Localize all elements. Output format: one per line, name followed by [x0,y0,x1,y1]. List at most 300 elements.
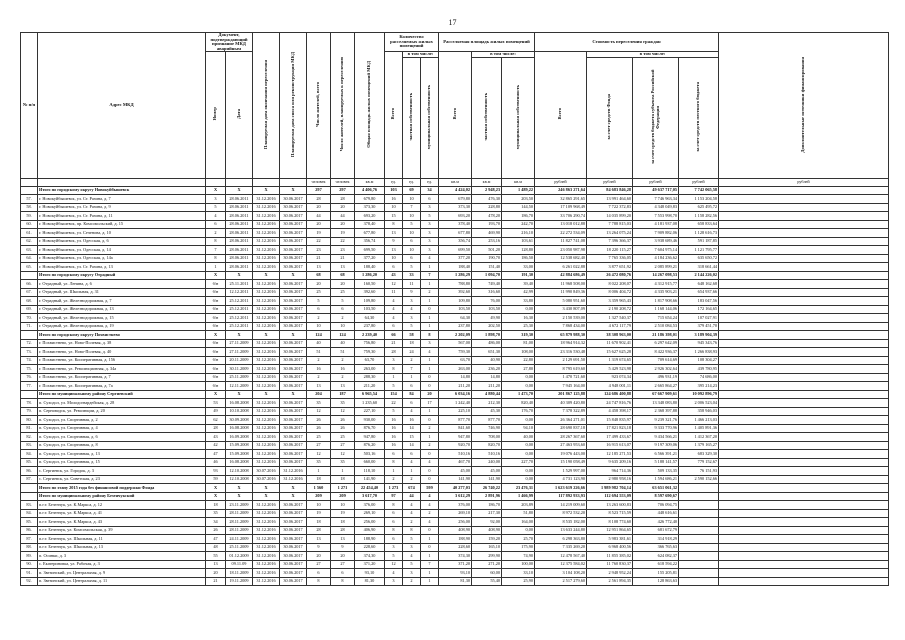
table-cell: 31.12.2016 [253,280,280,289]
table-cell [719,569,889,578]
unit-cell: рублей [633,178,679,186]
table-cell: 679,80 [355,195,385,204]
table-cell: 4 [421,501,439,510]
table-cell: 2 085 899,21 [633,263,679,272]
table-cell: 947,80 [355,433,385,442]
table-cell: 35 [206,509,226,518]
table-cell: 8 [403,526,421,535]
table-cell: 15 627 625,28 [587,348,633,357]
subtotal-row [21,492,889,501]
table-cell: 12.10.2008 [226,475,253,484]
table-cell: 186,70 [502,212,535,221]
table-cell: 12 [331,450,355,459]
table-cell: 4 [403,509,421,518]
table-cell: 55 [206,552,226,561]
table-cell [719,212,889,221]
table-cell: 28 [385,348,403,357]
table-cell: 8 972 532,20 [535,509,587,518]
table-cell: б/н [206,356,226,365]
table-cell [719,365,889,374]
table-cell: 24 [403,348,421,357]
table-cell: 4 [421,492,439,501]
table-cell: 31.12.2016 [280,467,307,476]
table-cell: 15 848 835,97 [587,416,633,425]
table-cell: 467,70 [439,458,472,467]
table-cell: 377,20 [439,254,472,263]
table-row [21,416,889,425]
table-cell: 509 133,35 [633,467,679,476]
table-cell: 8 [307,577,331,586]
table-cell: 1 [421,322,439,331]
unit-cell: ед. [421,178,439,186]
table-cell: 4 [403,305,421,314]
table-cell: 1 489,22 [502,186,535,195]
table-cell: 6 [421,195,439,204]
table-cell: 1 [307,467,331,476]
table-cell: 378,40 [355,220,385,229]
table-cell: 201 867 125,88 [535,390,587,399]
table-cell: 1 128 616,73 [679,229,719,238]
address-cell: г. Отрадный, ул. Железнодорожная, д. 13 [38,305,206,314]
table-cell: 651,30 [472,348,502,357]
subtotal-row [21,390,889,399]
table-cell: X [280,492,307,501]
table-cell: 6 [403,450,421,459]
table-cell: 319,30 [502,331,535,340]
table-cell: 103,50 [439,305,472,314]
col-planned-residents: Число жителей, планируемых к переселению [331,33,355,179]
table-cell: 679,80 [439,195,472,204]
table-cell: 2 [331,356,355,365]
table-cell: 20 [307,220,331,229]
table-cell: 1 [385,467,403,476]
table-cell: 40,90 [472,356,502,365]
table-cell: X [226,484,253,493]
table-cell: 16 915 613,07 [587,441,633,450]
table-cell: 31.12.2016 [253,535,280,544]
table-row [21,212,889,221]
table-cell: 31.12.2016 [253,203,280,212]
col-area-municipal: муниципальная собственность [502,57,535,178]
address-cell: г. Новокуйбышевск, ул. Сеченова, д. 10 [38,229,206,238]
table-row [21,441,889,450]
table-cell: 17 499 433,67 [587,433,633,442]
table-cell: 25,30 [502,322,535,331]
table-cell: 228,60 [439,543,472,552]
table-cell: 20 [307,280,331,289]
table-cell: 33 706 290,74 [535,212,587,221]
table-cell [719,518,889,527]
table-cell: 212,30 [472,399,502,408]
table-cell: 1 094,70 [472,271,502,280]
table-cell: 18 [307,475,331,484]
table-cell: 68 [307,271,331,280]
table-cell: 3 [421,237,439,246]
table-cell: X [226,331,253,340]
table-cell: 31.12.2016 [253,382,280,391]
address-cell: г. Похвистнево, ул. Ново-Полевая, д. 38 [38,339,206,348]
table-cell: 392,60 [355,288,385,297]
table-row [21,373,889,382]
table-cell: 64,30 [439,314,472,323]
table-cell: 715 654,24 [633,314,679,323]
table-cell: 4 948 001,11 [587,382,633,391]
table-cell: 0,00 [502,450,535,459]
table-cell: 97 [385,492,403,501]
table-cell: 14 [403,424,421,433]
table-cell: 30.09.2008 [226,416,253,425]
table-cell: 78. [21,399,38,408]
table-row [21,348,889,357]
table-cell: 2 [331,373,355,382]
table-cell: 448 616,61 [633,509,679,518]
table-cell: 964 714,36 [587,467,633,476]
unit-cell: ед. [385,178,403,186]
table-cell: 7 868 434,00 [535,322,587,331]
table-cell: 0 [421,416,439,425]
table-cell: 30.06.2017 [280,297,307,306]
table-cell: 74. [21,356,38,365]
table-cell: 71. [21,322,38,331]
table-cell: 188,40 [355,263,385,272]
address-cell: Итого по городскому округу Похвистнево [38,331,206,340]
table-cell: 2 665 864,27 [633,382,679,391]
table-cell: 27 [331,441,355,450]
table-cell: 76,00 [472,297,502,306]
table-cell: 61. [21,229,38,238]
table-cell: 33 [403,271,421,280]
table-cell: 5 [403,263,421,272]
table-cell: 51 [307,348,331,357]
table-cell: 0,00 [502,373,535,382]
table-cell: 660,00 [355,458,385,467]
table-cell [719,305,889,314]
table-cell [719,237,889,246]
table-cell: 13 633 244,80 [535,526,587,535]
table-cell: 13 991 464,60 [587,195,633,204]
table-cell: 4 312 915,77 [633,280,679,289]
table-cell: 2 129 691,50 [535,356,587,365]
table-cell: 27 [307,441,331,450]
table-cell: 30.06.2017 [280,407,307,416]
table-cell: 2 150 539,00 [535,314,587,323]
table-cell: 759,30 [439,348,472,357]
table-cell: 1 405 891,36 [679,424,719,433]
table-cell: X [206,492,226,501]
table-cell: 10 [403,246,421,255]
table-cell: 25.12.2011 [226,322,253,331]
table-cell: 17 109 968,49 [535,203,587,212]
table-cell: 3 [385,577,403,586]
table-cell: 40 [331,339,355,348]
table-cell: 3 104 108,20 [535,569,587,578]
table-cell: 1 158 282,56 [679,212,719,221]
table-row [21,501,889,510]
table-cell [679,560,719,569]
table-cell: 31.12.2016 [253,399,280,408]
table-cell [719,390,889,399]
address-cell: г. Новокуйбышевск, ул. Одесская, д. 14а [38,254,206,263]
table-cell: 211,20 [355,382,385,391]
table-cell: 677,80 [439,229,472,238]
table-cell: 1 [421,297,439,306]
table-cell: 0 [421,475,439,484]
table-cell: 19 [331,509,355,518]
table-cell: 30.06.2017 [280,348,307,357]
table-cell: 74 686,00 [679,373,719,382]
table-cell: 256,00 [439,518,472,527]
table-cell: 8 [385,526,403,535]
table-cell: 28.11.2009 [226,509,253,518]
table-cell: 13 [307,535,331,544]
table-cell: 30.06.2017 [280,314,307,323]
table-cell: 746,90 [472,424,502,433]
table-cell: 12.12.2011 [226,288,253,297]
table-cell: 25,90 [502,577,535,586]
table-cell: 6 [307,569,331,578]
col-rooms-municipal: муниципальная собственность [421,57,439,178]
table-cell: 496 931,19 [633,373,679,382]
table-cell: 11 827 741,08 [535,237,587,246]
table-cell: 13 264 075,24 [587,229,633,238]
table-cell: 40 [307,339,331,348]
table-cell: X [280,331,307,340]
table-cell: 69 [403,186,421,195]
table-cell: 2 006 523,04 [679,399,719,408]
table-cell: б/н [206,322,226,331]
table-cell: 8 [206,237,226,246]
table-cell: 3 [421,220,439,229]
table-cell: 87. [21,535,38,544]
table-cell: 377,20 [355,254,385,263]
table-cell: 23 [307,246,331,255]
table-cell: 749,40 [472,280,502,289]
units-row [21,178,889,186]
table-cell: 30.06.2017 [280,569,307,578]
table-cell: 172 164,65 [679,305,719,314]
table-cell: 30.06.2017 [280,220,307,229]
table-row [21,407,889,416]
table-cell: б/н [206,314,226,323]
table-cell: 7 765 336,05 [587,254,633,263]
table-cell: 58 [403,331,421,340]
table-cell: 30.06.2017 [280,237,307,246]
table-cell: 9 [307,543,331,552]
table-cell: 21 [307,254,331,263]
table-cell: 31.12.2016 [253,305,280,314]
table-cell: 16 [385,441,403,450]
table-cell [21,186,38,195]
table-cell: 225,10 [439,407,472,416]
table-cell: 47 [206,450,226,459]
table-cell: 81,30 [439,577,472,586]
table-cell: 263,00 [355,365,385,374]
unit-cell: рублей [679,178,719,186]
address-cell: г. Новокуйбышевск, ул. Одесская, д. 14 [38,246,206,255]
table-cell: 0,00 [502,467,535,476]
table-cell: 8 108 774,60 [587,518,633,527]
table-cell [719,501,889,510]
table-cell: 30.06.2017 [280,305,307,314]
table-row [21,467,889,476]
table-cell: 62. [21,237,38,246]
table-cell: 227,10 [355,407,385,416]
table-cell: 4 672 117,79 [587,322,633,331]
table-cell: 11 760 830,37 [587,560,633,569]
table-cell: 5 [206,203,226,212]
table-cell: 10 [331,501,355,510]
table-cell: 13 348 083,80 [633,399,679,408]
table-cell: 16 [385,433,403,442]
table-cell [719,577,889,586]
table-cell: 4 [421,254,439,263]
table-cell: 20.11.2009 [226,356,253,365]
table-cell: 8 523 715,59 [587,509,633,518]
table-cell: 42 [206,441,226,450]
table-cell: 190,70 [472,254,502,263]
table-cell: 22 272 534,09 [535,229,587,238]
unit-cell: кв.м [439,178,472,186]
table-cell: 17 821 823,18 [587,424,633,433]
table-cell: 6 034,16 [439,390,472,399]
table-row [21,535,889,544]
table-cell: 107 027,91 [679,314,719,323]
table-cell: 30.06.2017 [280,288,307,297]
table-row [21,577,889,586]
table-cell: 30.06.2017 [280,203,307,212]
address-cell: п. Суходол, ул. Молодогвардейская, д. 28 [38,399,206,408]
table-cell: 501,20 [472,246,502,255]
table-row [21,552,889,561]
table-cell: 31.12.2016 [253,373,280,382]
table-row [21,399,889,408]
table-cell: 35 [307,458,331,467]
table-cell: 40 277,03 [439,484,472,493]
table-cell: 59 [206,475,226,484]
table-cell: 0,00 [502,305,535,314]
table-cell: 31.12.2016 [253,552,280,561]
address-cell: Итого по муниципальному району Сергиевский [38,390,206,399]
table-cell: 48 [206,543,226,552]
table-cell: 635 650,72 [679,254,719,263]
table-cell: 31.12.2016 [253,518,280,527]
table-cell: 2 [403,475,421,484]
table-cell: 81,00 [502,339,535,348]
table-cell: 186,50 [502,254,535,263]
table-cell: 371,20 [439,560,472,569]
table-cell: 1 470 721,60 [535,373,587,382]
table-cell: 83. [21,501,38,510]
table-cell: 30.06.2017 [280,195,307,204]
table-cell: 84 683 846,28 [587,186,633,195]
table-cell: 18 [331,518,355,527]
table-cell: 5 080 951,60 [535,297,587,306]
table-cell: 683 329,30 [679,450,719,459]
table-cell: 9 [331,543,355,552]
table-cell: 12 185 271,53 [587,450,633,459]
table-cell [719,467,889,476]
table-cell: 93,10 [355,569,385,578]
table-cell: 9 [403,288,421,297]
table-cell: 6 261 022,88 [535,263,587,272]
table-cell: 408,90 [472,526,502,535]
table-cell [719,526,889,535]
table-cell: 658 833,64 [679,220,719,229]
table-cell: 118,10 [355,467,385,476]
table-cell: 439 780,95 [679,365,719,374]
table-cell: 0,00 [502,416,535,425]
table-cell [679,569,719,578]
table-cell: 7 742 065,58 [679,186,719,195]
table-cell [719,492,889,501]
table-cell [21,331,38,340]
table-cell: 100,00 [502,560,535,569]
table-cell [719,220,889,229]
table-cell: 1 379 165,27 [679,441,719,450]
table-cell: 0,00 [502,526,535,535]
table-cell [719,203,889,212]
table-cell: 55,40 [472,577,502,586]
table-cell: 2 239,40 [355,331,385,340]
table-cell: 8 [385,458,403,467]
table-cell: 72. [21,339,38,348]
table-cell [719,424,889,433]
table-row [21,450,889,459]
table-cell: 693,20 [355,212,385,221]
table-cell: 1 473,70 [502,390,535,399]
subtotal-row [21,331,889,340]
table-row [21,365,889,374]
table-cell [679,518,719,527]
table-cell: 693,20 [439,212,472,221]
table-cell: 75. [21,365,38,374]
table-cell: 7 909 882,06 [633,229,679,238]
table-cell: 66. [21,280,38,289]
table-cell: 5 [421,212,439,221]
table-cell [719,458,889,467]
table-cell: 31.12.2016 [253,407,280,416]
table-cell: 186,70 [472,501,502,510]
address-cell: с. Сергиевск, ул. Советская, д. 23 [38,475,206,484]
table-cell: 88. [21,543,38,552]
table-cell: 28 [331,526,355,535]
table-cell: 25.12.2011 [226,297,253,306]
table-cell: 269,10 [439,509,472,518]
table-cell: 94,10 [502,424,535,433]
table-cell: 7 [421,271,439,280]
table-cell: 7 722 372,83 [587,203,633,212]
table-cell: 60. [21,220,38,229]
table-cell: 26 [307,416,331,425]
table-cell: 30.06.2017 [280,263,307,272]
table-cell: 228,60 [355,543,385,552]
table-cell: 3 [421,203,439,212]
address-cell: г. Отрадный, ул. Железнодорожная, д. 15 [38,314,206,323]
table-cell: 39,40 [502,280,535,289]
table-cell: 01.12.2009 [226,552,253,561]
table-cell: 16 [385,424,403,433]
table-cell [679,509,719,518]
table-cell: 22 [331,237,355,246]
table-row [21,433,889,442]
address-cell: п. Звезинский, ул. Центральная, д. 9 [38,569,206,578]
table-cell: 374,30 [439,552,472,561]
table-cell: 23 [331,246,355,255]
table-cell: 11 855 385,02 [587,552,633,561]
table-cell: 13 263 600,83 [587,501,633,510]
subtotal-row [21,186,889,195]
table-cell: 109,80 [439,297,472,306]
